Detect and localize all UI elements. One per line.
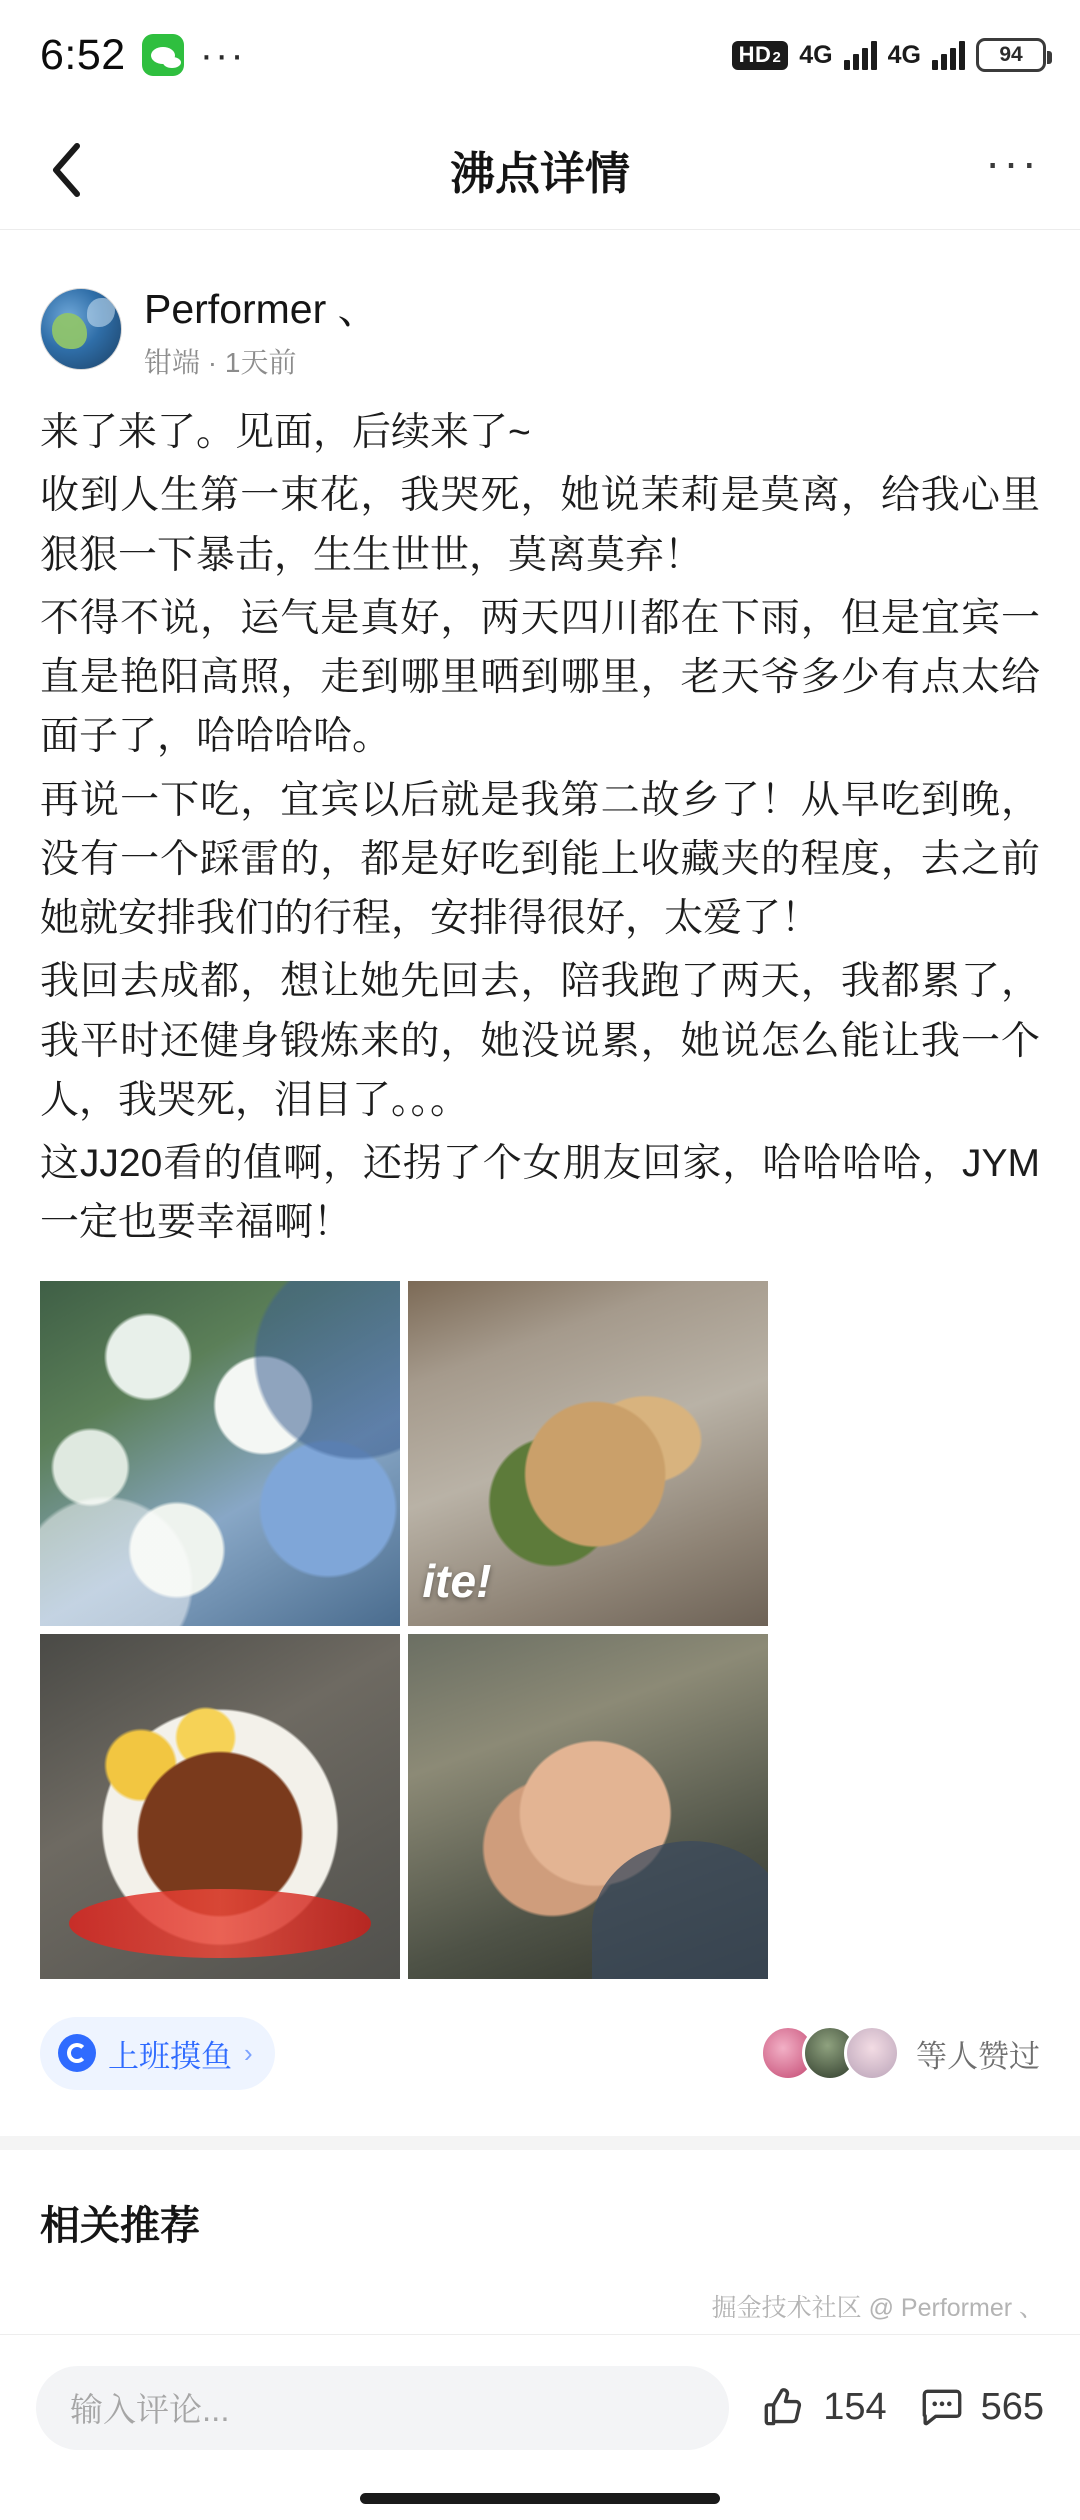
watermark: 掘金技术社区 @ Performer 、 xyxy=(711,2294,1044,2322)
liker-avatar xyxy=(844,2025,900,2081)
author-row[interactable] xyxy=(40,230,1040,391)
photo-flowers[interactable] xyxy=(40,1281,400,1626)
status-bar-left xyxy=(40,31,246,80)
author-meta xyxy=(144,276,379,381)
wechat-badge-icon xyxy=(142,34,184,76)
image-grid xyxy=(40,1281,1040,1979)
photo-salad-label: ite! xyxy=(422,1555,492,1608)
likers-row[interactable] xyxy=(760,2025,1040,2081)
nav-bar xyxy=(0,110,1080,230)
battery-icon xyxy=(976,38,1046,72)
chevron-right-icon: › xyxy=(244,2037,253,2068)
author-subtitle: 钳端 · 1天前 xyxy=(144,347,297,378)
photo-rice-plate[interactable] xyxy=(40,1634,400,1979)
comment-action[interactable] xyxy=(917,2383,1044,2433)
signal-bars-2-icon xyxy=(932,40,965,70)
post-paragraph: 这JJ20看的值啊，还拐了个女朋友回家，哈哈哈哈，JYM一定也要幸福啊！ xyxy=(40,1142,1040,1245)
photo-salad[interactable] xyxy=(408,1281,768,1626)
topic-tag-label: 上班摸鱼 xyxy=(108,2038,232,2074)
post-paragraph: 不得不说，运气是真好，两天四川都在下雨，但是宜宾一直是艳阳高照，走到哪里晒到哪里，老天爷多少有点太给面子了，哈哈哈哈。 xyxy=(40,596,1040,759)
post-paragraph: 收到人生第一束花，我哭死，她说茉莉是莫离，给我心里狠狠一下暴击，生生世世，莫离莫弃！ xyxy=(40,474,1040,577)
more-options-icon[interactable]: ··· xyxy=(985,136,1040,188)
recommend-title: 相关推荐 xyxy=(40,2203,200,2248)
battery-level: 94 xyxy=(999,43,1023,66)
post-paragraph: 我回去成都，想让她先回去，陪我跑了两天，我都累了，我平时还健身锻炼来的，她没说累，她说怎么能让我一个人，我哭死，泪目了。。。 xyxy=(40,960,1040,1122)
page-title: 沸点详情 xyxy=(449,148,630,199)
back-icon[interactable] xyxy=(40,144,92,196)
status-more-dots: ··· xyxy=(199,33,246,77)
avatar[interactable] xyxy=(40,288,122,370)
comment-icon xyxy=(917,2383,967,2433)
comment-count: 565 xyxy=(980,2386,1044,2428)
topic-icon xyxy=(58,2034,96,2072)
comment-input[interactable]: 输入评论... xyxy=(36,2366,729,2450)
photo-holding-hands[interactable] xyxy=(408,1634,768,1979)
liker-avatars xyxy=(760,2025,900,2081)
post-paragraph: 再说一下吃，宜宾以后就是我第二故乡了！从早吃到晚，没有一个踩雷的，都是好吃到能上收藏夹的程度，去之前她就安排我们的行程，安排得很好，太爱了！ xyxy=(40,778,1040,941)
post-text xyxy=(40,391,1040,1253)
status-time: 6:52 xyxy=(40,30,126,79)
status-bar-right xyxy=(732,38,1046,72)
post-content xyxy=(0,230,1080,2090)
post-paragraph: 来了来了。见面，后续来了~ xyxy=(40,411,531,454)
like-count: 154 xyxy=(823,2386,887,2428)
network-type-2: 4G xyxy=(887,40,921,69)
topic-tag-button[interactable] xyxy=(40,2017,275,2090)
section-divider xyxy=(0,2136,1080,2150)
author-name[interactable]: Performer 、 xyxy=(144,286,379,332)
post-meta-row xyxy=(40,2017,1040,2090)
like-action[interactable] xyxy=(759,2383,886,2433)
home-indicator xyxy=(360,2493,720,2504)
network-type-1: 4G xyxy=(799,40,833,69)
thumbs-up-icon xyxy=(759,2383,809,2433)
hd-voice-icon: HD 2 xyxy=(732,41,789,70)
likers-label: 等人赞过 xyxy=(916,2038,1040,2074)
status-bar xyxy=(0,0,1080,110)
signal-bars-1-icon xyxy=(844,40,877,70)
